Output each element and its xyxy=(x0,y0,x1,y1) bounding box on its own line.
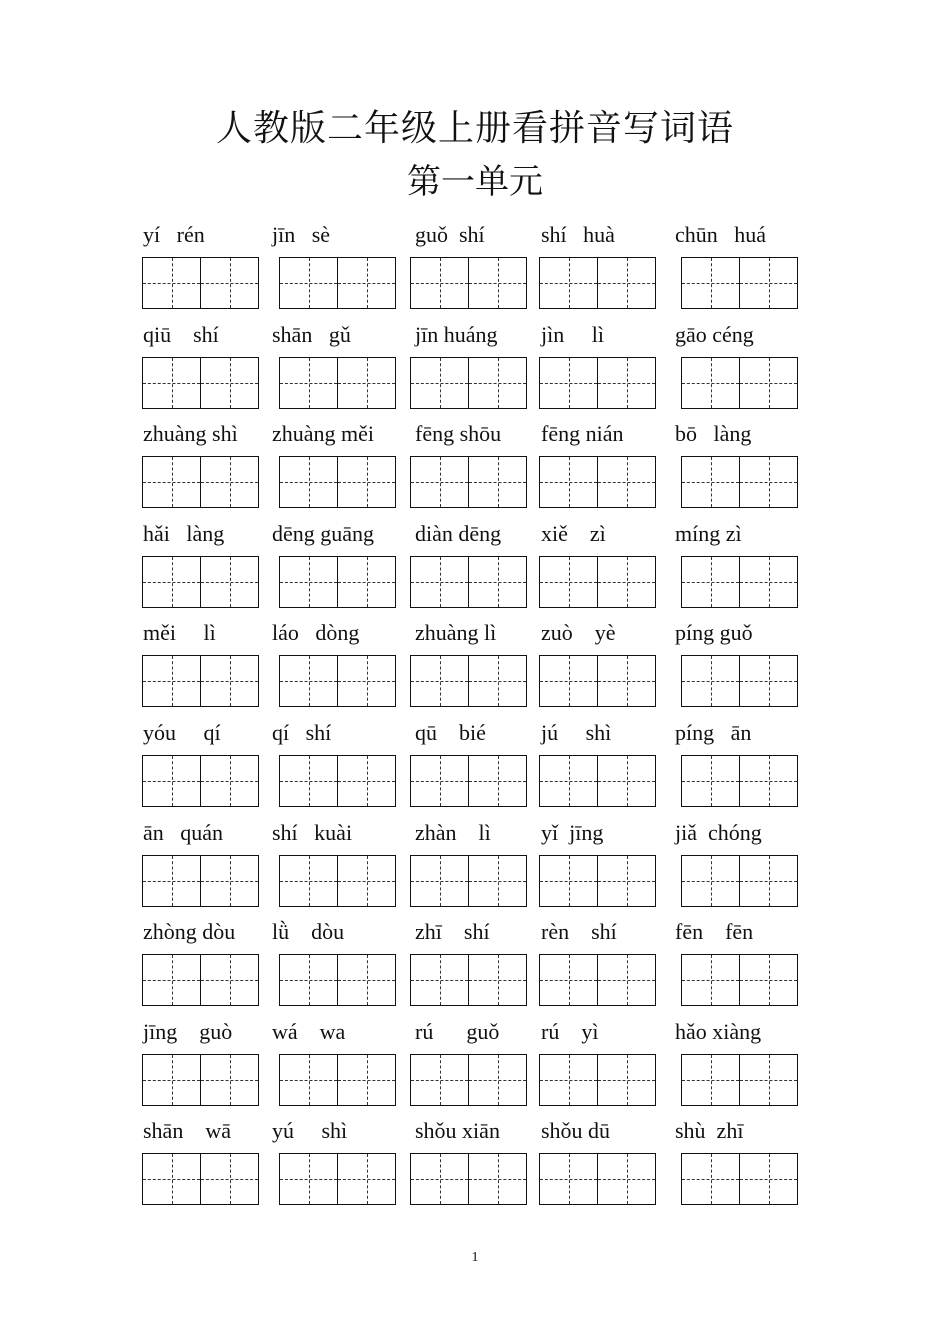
writing-cell[interactable] xyxy=(598,257,656,309)
writing-box-pair xyxy=(410,755,527,807)
writing-cell[interactable] xyxy=(410,1153,469,1205)
pinyin-label: jìn lì xyxy=(541,321,604,347)
writing-cell[interactable] xyxy=(469,456,527,508)
pinyin-label: rú guǒ xyxy=(415,1018,500,1044)
pinyin-label: píng guǒ xyxy=(675,620,753,646)
writing-cell[interactable] xyxy=(539,855,598,907)
pinyin-label: ān quán xyxy=(143,819,224,845)
writing-cell[interactable] xyxy=(279,755,338,807)
pinyin-label: jú shì xyxy=(541,720,612,745)
writing-cell[interactable] xyxy=(201,1054,259,1106)
writing-box-pair xyxy=(539,456,656,508)
writing-box-pair xyxy=(681,655,798,707)
writing-cell[interactable] xyxy=(201,954,259,1006)
writing-cell[interactable] xyxy=(539,257,598,309)
pinyin-label: zhuàng lì xyxy=(415,620,497,646)
writing-box-pair xyxy=(410,1054,527,1106)
writing-cell[interactable] xyxy=(469,357,527,409)
writing-cell[interactable] xyxy=(740,855,798,907)
writing-cell[interactable] xyxy=(338,1054,396,1106)
worksheet-row xyxy=(0,419,950,519)
page-title: 人教版二年级上册看拼音写词语 xyxy=(215,108,734,149)
writing-box-pair xyxy=(681,855,798,907)
writing-cell[interactable] xyxy=(681,954,740,1006)
worksheet-row xyxy=(0,1116,950,1216)
writing-cell[interactable] xyxy=(598,357,656,409)
writing-box-pair xyxy=(681,257,798,309)
writing-cell[interactable] xyxy=(598,1054,656,1106)
writing-box-pair xyxy=(279,954,396,1006)
writing-cell[interactable] xyxy=(410,456,469,508)
writing-cell[interactable] xyxy=(539,456,598,508)
writing-cell[interactable] xyxy=(201,755,259,807)
writing-box-pair xyxy=(410,655,527,707)
writing-cell[interactable] xyxy=(142,655,201,707)
writing-cell[interactable] xyxy=(681,855,740,907)
pinyin-label: píng ān xyxy=(675,720,752,745)
writing-box-pair xyxy=(410,456,527,508)
pinyin-label: shí huà xyxy=(541,222,615,247)
writing-cell[interactable] xyxy=(681,257,740,309)
pinyin-label: jiǎ chóng xyxy=(675,819,762,845)
writing-cell[interactable] xyxy=(681,1153,740,1205)
writing-cell[interactable] xyxy=(142,257,201,309)
writing-box-pair xyxy=(142,556,259,608)
pinyin-label: zhòng dòu xyxy=(143,919,236,945)
pinyin-label: rèn shí xyxy=(541,919,617,945)
worksheet-row xyxy=(0,818,950,918)
writing-cell[interactable] xyxy=(681,755,740,807)
writing-cell[interactable] xyxy=(740,357,798,409)
writing-cell[interactable] xyxy=(469,1054,527,1106)
unit-title: 第一单元 xyxy=(407,162,543,202)
writing-cell[interactable] xyxy=(201,456,259,508)
pinyin-label: lǜ dòu xyxy=(272,919,345,945)
writing-cell[interactable] xyxy=(469,1153,527,1205)
pinyin-label: jīn huáng xyxy=(415,321,498,347)
writing-cell[interactable] xyxy=(142,1153,201,1205)
writing-box-pair xyxy=(142,456,259,508)
worksheet-row xyxy=(0,1017,950,1117)
writing-cell[interactable] xyxy=(681,357,740,409)
writing-box-pair xyxy=(279,855,396,907)
writing-cell[interactable] xyxy=(598,855,656,907)
pinyin-label: shǒu dū xyxy=(541,1118,611,1144)
pinyin-label: shān wā xyxy=(143,1118,231,1144)
writing-cell[interactable] xyxy=(201,1153,259,1205)
writing-cell[interactable] xyxy=(740,954,798,1006)
writing-cell[interactable] xyxy=(201,556,259,608)
pinyin-label: míng zì xyxy=(675,520,742,546)
writing-box-pair xyxy=(142,755,259,807)
writing-cell[interactable] xyxy=(142,556,201,608)
pinyin-label: jīng guò xyxy=(143,1018,233,1044)
pinyin-label: láo dòng xyxy=(272,620,360,646)
pinyin-label: hǎi làng xyxy=(143,520,225,546)
writing-box-pair xyxy=(681,755,798,807)
writing-box-pair xyxy=(142,655,259,707)
writing-box-pair xyxy=(539,556,656,608)
writing-cell[interactable] xyxy=(142,755,201,807)
writing-cell[interactable] xyxy=(279,655,338,707)
writing-box-pair xyxy=(539,1054,656,1106)
pinyin-label: diàn dēng xyxy=(415,520,502,546)
pinyin-label: shǒu xiān xyxy=(415,1118,500,1144)
writing-cell[interactable] xyxy=(469,655,527,707)
writing-cell[interactable] xyxy=(279,357,338,409)
writing-cell[interactable] xyxy=(142,855,201,907)
writing-cell[interactable] xyxy=(142,954,201,1006)
writing-cell[interactable] xyxy=(410,357,469,409)
writing-box-pair xyxy=(410,1153,527,1205)
pinyin-label: fēng nián xyxy=(541,421,624,447)
writing-box-pair xyxy=(142,1153,259,1205)
pinyin-label: wá wa xyxy=(272,1018,346,1044)
writing-box-pair xyxy=(681,954,798,1006)
writing-cell[interactable] xyxy=(142,1054,201,1106)
writing-cell[interactable] xyxy=(598,556,656,608)
writing-box-pair xyxy=(279,655,396,707)
writing-cell[interactable] xyxy=(410,755,469,807)
writing-cell[interactable] xyxy=(410,655,469,707)
pinyin-label: guǒ shí xyxy=(415,222,485,247)
writing-cell[interactable] xyxy=(598,456,656,508)
pinyin-label: zhī shí xyxy=(415,919,490,945)
writing-cell[interactable] xyxy=(410,257,469,309)
writing-cell[interactable] xyxy=(740,655,798,707)
pinyin-label: shù zhī xyxy=(675,1118,744,1144)
pinyin-label: bō làng xyxy=(675,421,752,447)
writing-cell[interactable] xyxy=(469,755,527,807)
writing-cell[interactable] xyxy=(279,556,338,608)
writing-cell[interactable] xyxy=(279,855,338,907)
writing-cell[interactable] xyxy=(740,1054,798,1106)
writing-box-pair xyxy=(410,855,527,907)
writing-cell[interactable] xyxy=(598,755,656,807)
pinyin-label: shí kuài xyxy=(272,819,353,845)
writing-box-pair xyxy=(539,855,656,907)
writing-cell[interactable] xyxy=(539,755,598,807)
writing-cell[interactable] xyxy=(469,556,527,608)
pinyin-label: jīn sè xyxy=(272,222,331,247)
writing-cell[interactable] xyxy=(338,954,396,1006)
pinyin-label: yú shì xyxy=(272,1118,348,1144)
pinyin-label: yǐ jīng xyxy=(541,819,604,845)
pinyin-label: měi lì xyxy=(143,620,216,646)
writing-box-pair xyxy=(539,257,656,309)
writing-cell[interactable] xyxy=(201,855,259,907)
writing-box-pair xyxy=(539,1153,656,1205)
writing-cell[interactable] xyxy=(338,755,396,807)
writing-box-pair xyxy=(539,357,656,409)
pinyin-label: yí rén xyxy=(143,222,205,247)
pinyin-label: hǎo xiàng xyxy=(675,1018,762,1044)
writing-box-pair xyxy=(142,1054,259,1106)
writing-cell[interactable] xyxy=(279,1054,338,1106)
pinyin-label: zhuàng měi xyxy=(272,421,375,447)
writing-box-pair xyxy=(279,1054,396,1106)
writing-box-pair xyxy=(279,257,396,309)
writing-cell[interactable] xyxy=(740,1153,798,1205)
writing-cell[interactable] xyxy=(539,954,598,1006)
writing-box-pair xyxy=(410,556,527,608)
writing-cell[interactable] xyxy=(598,1153,656,1205)
writing-cell[interactable] xyxy=(469,954,527,1006)
pinyin-label: dēng guāng xyxy=(272,520,375,546)
writing-cell[interactable] xyxy=(201,655,259,707)
writing-box-pair xyxy=(279,456,396,508)
writing-cell[interactable] xyxy=(681,655,740,707)
worksheet-row xyxy=(0,220,950,320)
writing-box-pair xyxy=(279,556,396,608)
writing-cell[interactable] xyxy=(142,456,201,508)
pinyin-label: qū bié xyxy=(415,720,486,745)
pinyin-label: xiě zì xyxy=(541,520,606,546)
writing-box-pair xyxy=(279,357,396,409)
writing-cell[interactable] xyxy=(142,357,201,409)
writing-cell[interactable] xyxy=(338,556,396,608)
writing-cell[interactable] xyxy=(681,556,740,608)
writing-box-pair xyxy=(681,1054,798,1106)
writing-cell[interactable] xyxy=(681,456,740,508)
writing-box-pair xyxy=(142,855,259,907)
writing-cell[interactable] xyxy=(598,655,656,707)
writing-cell[interactable] xyxy=(338,655,396,707)
writing-cell[interactable] xyxy=(338,357,396,409)
pinyin-label: chūn huá xyxy=(675,222,767,247)
writing-cell[interactable] xyxy=(740,456,798,508)
writing-cell[interactable] xyxy=(539,1054,598,1106)
pinyin-label: rú yì xyxy=(541,1018,599,1044)
writing-box-pair xyxy=(681,357,798,409)
writing-cell[interactable] xyxy=(539,655,598,707)
writing-cell[interactable] xyxy=(338,456,396,508)
writing-cell[interactable] xyxy=(279,257,338,309)
writing-cell[interactable] xyxy=(469,257,527,309)
pinyin-label: zuò yè xyxy=(541,620,616,646)
writing-cell[interactable] xyxy=(201,357,259,409)
writing-cell[interactable] xyxy=(740,556,798,608)
pinyin-label: fēng shōu xyxy=(415,421,502,447)
writing-cell[interactable] xyxy=(598,954,656,1006)
writing-box-pair xyxy=(681,1153,798,1205)
writing-box-pair xyxy=(539,655,656,707)
worksheet-row xyxy=(0,618,950,718)
writing-cell[interactable] xyxy=(201,257,259,309)
pinyin-label: qiū shí xyxy=(143,321,219,347)
writing-cell[interactable] xyxy=(410,855,469,907)
pinyin-label: zhuàng shì xyxy=(143,421,238,447)
writing-cell[interactable] xyxy=(469,855,527,907)
writing-cell[interactable] xyxy=(410,1054,469,1106)
writing-cell[interactable] xyxy=(410,556,469,608)
pinyin-label: shān gǔ xyxy=(272,321,351,347)
pinyin-label: zhàn lì xyxy=(415,819,491,845)
page-number: 1 xyxy=(471,1250,479,1265)
worksheet-row xyxy=(0,718,950,818)
writing-box-pair xyxy=(279,1153,396,1205)
writing-box-pair xyxy=(681,456,798,508)
writing-cell[interactable] xyxy=(740,257,798,309)
writing-cell[interactable] xyxy=(740,755,798,807)
pinyin-label: yóu qí xyxy=(143,720,221,745)
writing-cell[interactable] xyxy=(539,556,598,608)
writing-cell[interactable] xyxy=(338,1153,396,1205)
writing-cell[interactable] xyxy=(279,954,338,1006)
pinyin-label: fēn fēn xyxy=(675,919,754,945)
writing-box-pair xyxy=(539,954,656,1006)
writing-cell[interactable] xyxy=(279,1153,338,1205)
writing-cell[interactable] xyxy=(338,257,396,309)
worksheet-row xyxy=(0,320,950,420)
writing-box-pair xyxy=(410,954,527,1006)
writing-cell[interactable] xyxy=(279,456,338,508)
writing-cell[interactable] xyxy=(681,1054,740,1106)
writing-box-pair xyxy=(142,954,259,1006)
worksheet-row xyxy=(0,917,950,1017)
pinyin-label: qí shí xyxy=(272,720,332,745)
pinyin-label: gāo céng xyxy=(675,321,754,347)
writing-box-pair xyxy=(142,357,259,409)
writing-box-pair xyxy=(142,257,259,309)
writing-box-pair xyxy=(410,257,527,309)
writing-box-pair xyxy=(410,357,527,409)
writing-box-pair xyxy=(279,755,396,807)
writing-cell[interactable] xyxy=(410,954,469,1006)
writing-cell[interactable] xyxy=(539,357,598,409)
writing-cell[interactable] xyxy=(539,1153,598,1205)
writing-box-pair xyxy=(681,556,798,608)
worksheet-row xyxy=(0,519,950,619)
writing-box-pair xyxy=(539,755,656,807)
writing-cell[interactable] xyxy=(338,855,396,907)
